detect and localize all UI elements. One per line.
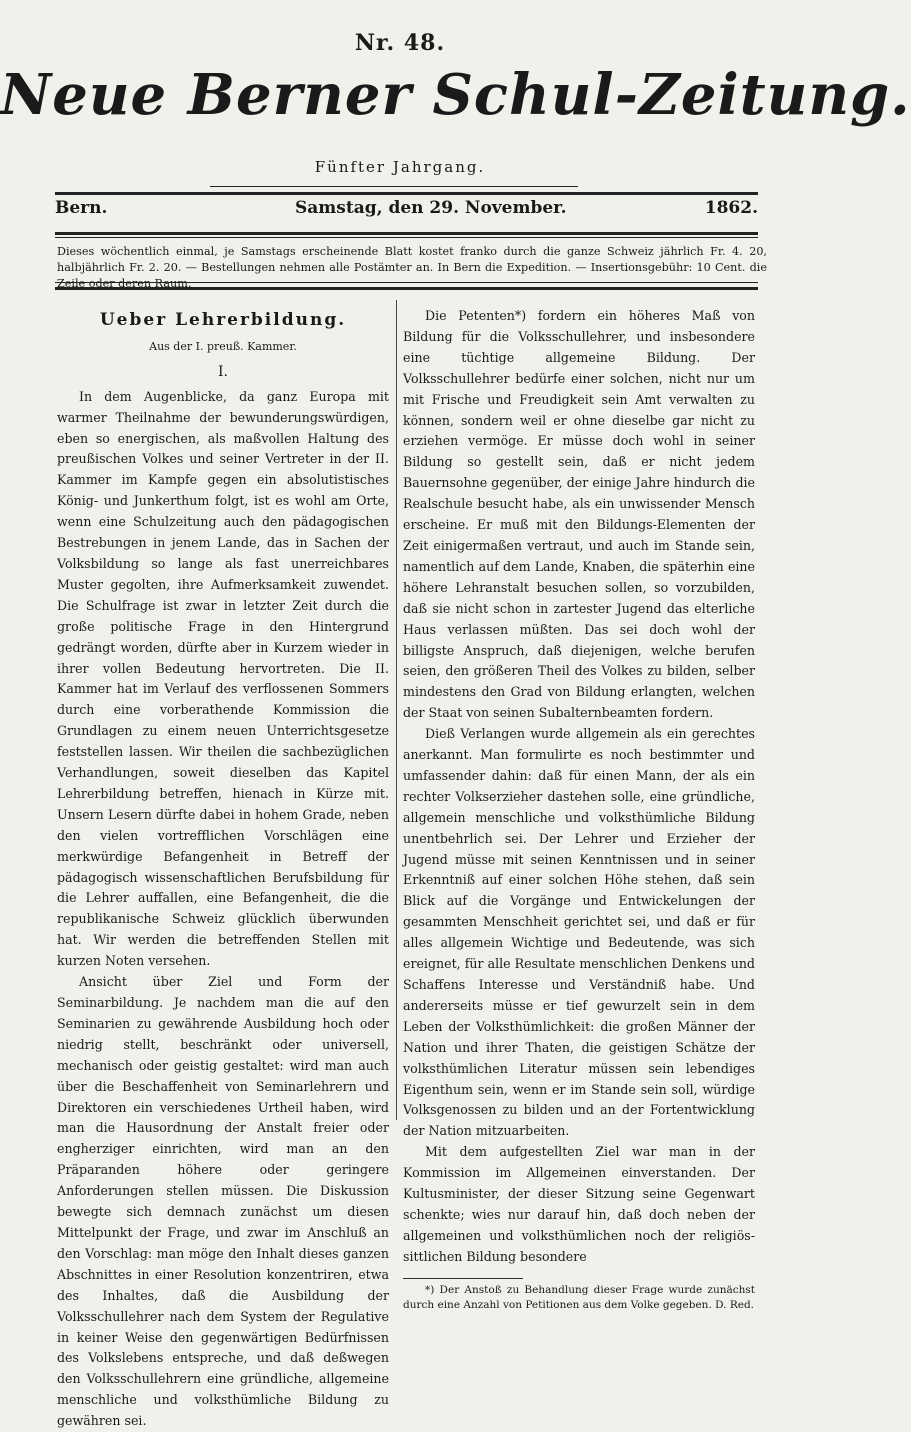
- dateline-rule-thin: [55, 237, 758, 238]
- notice-rule-thin: [55, 282, 758, 283]
- notice-rule: [55, 287, 758, 290]
- paragraph: Dieß Verlangen wurde allgemein als ein gerechtes anerkannt. Man formulirte es noch bestimmter und umfassender dahin: daß für einen Mann, der als ein rechter Volkserzieher dastehen solle, eine gründliche, allgemein menschliche und volksthümliche Bildung unentbehrlich sei. Der Lehrer und Erzieher der Jugend müsse mit seinen Kenntnissen und in seiner Erkenntniß auf einer solchen Höhe stehen, daß sein Blick auf die Vorgänge und Entwickelungen der gesammten Menschheit gerichtet sei, und daß er für alles allgemein Wichtige und Bedeutende, was sich ereignet, für alle Resultate menschlichen Denkens und Schaffens Interesse und Verständniß habe. Und andererseits müsse er tief gewurzelt sein in dem Leben der Volksthümlichkeit: die großen Männer der Nation und ihrer Thaten, die geistigen Schätze der volksthümlichen Literatur müssen sein lebendiges Eigenthum sein, wenn er im Stande sein soll, würdige Volksgenossen zu bilden und an der Fortentwicklung der Nation mitzuarbeiten.: [403, 726, 755, 1139]
- volume-line: Fünfter Jahrgang.: [314, 158, 486, 176]
- column-divider: [396, 300, 397, 1120]
- article-title: Ueber Lehrerbildung.: [99, 310, 347, 330]
- top-rule: [55, 192, 758, 195]
- dateline-place: Bern.: [55, 198, 108, 218]
- paragraph: Mit dem aufgestellten Ziel war man in der Kommission im Allgemeinen einverstanden. Der Kultusminister, der dieser Sitzung seine Gegenwart schenkte; wies nur darauf hin, daß doch neben der allgemeinen und volksthümlichen noch der religiös-sittlichen Bildung besondere: [403, 1144, 755, 1264]
- article-left-column: [57, 310, 389, 1432]
- dateline-year: 1862.: [704, 198, 758, 218]
- paragraph: Ansicht über Ziel und Form der Seminarbildung. Je nachdem man die auf den Seminarien zu gewährende Ausbildung hoch oder niedrig stellt, beschränkt oder universell, mechanisch oder geistig gestaltet: wird man auch über die Beschaffenheit von Seminarlehrern und Direktoren ein verschiedenes Urtheil haben, wird man die Hausordnung der Anstalt freier oder engherziger einrichten, wird man an den Präparanden höhere oder geringere Anforderungen stellen müssen. Die Diskussion bewegte sich demnach zunächst um diesen Mittelpunkt der Frage, und zwar im Anschluß an den Vorschlag: man möge den Inhalt dieses ganzen Abschnittes in einer Resolution konzentriren, etwa des Inhaltes, daß die Ausbildung der Volksschullehrer nach dem System der Regulative in keiner Weise den gegenwärtigen Bedürfnissen des Volkslebens entspreche, und daß deßwegen den Volksschullehrern eine gründliche, allgemeine menschliche und volksthümliche Bildung zu gewähren sei.: [57, 974, 389, 1429]
- paragraph: Die Petenten*) fordern ein höheres Maß von Bildung für die Volksschullehrer, und insbesondere eine tüchtige allgemeine Bildung. Der Volksschullehrer bedürfe einer solchen, nicht nur um mit Frische und Freudigkeit sein Amt verwalten zu können, sondern weil er ohne dieselbe gar nicht zu erziehen vermöge. Er müsse doch wohl in seiner Bildung so gestellt sein, daß er nicht jedem Bauernsohne gegenüber, der einige Jahre hindurch die Realschule besucht habe, als ein unwissender Mensch erscheine. Er muß mit den Bildungs-Elementen der Zeit einigermaßen vertraut, und auch im Stande sein, namentlich auf dem Lande, Knaben, die späterhin eine höhere Lehranstalt besuchen sollen, so vorzubilden, daß sie nicht schon in zartester Jugend das elterliche Haus verlassen müßten. Das sei doch wohl der billigste Anspruch, daß diejenigen, welche berufen seien, den größeren Theil des Volkes zu bilden, selber mindestens den Grad von Bildung erlangten, welchen der Staat von seinen Subalternbeamten fordern.: [403, 308, 755, 721]
- footnote-rule: [403, 1278, 523, 1279]
- paragraph: In dem Augenblicke, da ganz Europa mit warmer Theilnahme der bewunderungswürdigen, eben so energischen, als maßvollen Haltung des preußischen Volkes und seiner Vertreter in der II. Kammer im Kampfe gegen ein absolutistisches König- und Junkerthum folgt, ist es wohl am Orte, wenn eine Schulzeitung auch den pädagogischen Bestrebungen in jenem Lande, das in Sachen der Volksbildung so lange als fast unerreichbares Muster gegolten, ihre Aufmerksamkeit zuwendet. Die Schulfrage ist zwar in letzter Zeit durch die große politische Frage in den Hintergrund gedrängt worden, dürfte aber in Kurzem wieder in ihrer vollen Bedeutung hervortreten. Die II. Kammer hat im Verlauf des verflossenen Sommers durch eine vorberathende Kommission die Grundlagen zu einem neuen Unterrichtsgesetze feststellen lassen. Wir theilen die sachbezüglichen Verhandlungen, soweit dieselben das Kapitel Lehrerbildung betreffen, hienach in Kürze mit. Unsern Lesern dürfte dabei in hohem Grade, neben den vielen vortrefflichen Vorschlägen eine merkwürdige Befangenheit in Betreff der pädagogisch wissenschaftlichen Berufsbildung für die Lehrer auffallen, eine Befangenheit, die die republikanische Schweiz glücklich überwunden hat. Wir werden die betreffenden Stellen mit kurzen Noten versehen.: [57, 388, 389, 969]
- dateline: [55, 198, 758, 226]
- subscription-notice: Dieses wöchentlich einmal, je Samstags erscheinende Blatt kostet franko durch die ganze Schweiz jährlich Fr. 4. 20, halbjährlich Fr. 2. 20. — Bestellungen nehmen alle Postämter an. In Bern die Expedition. — Insertionsgebühr: 10 Cent. die Zeile oder deren Raum.: [57, 245, 767, 290]
- issue-number: Nr. 48.: [354, 30, 446, 56]
- article-right-column: [403, 306, 755, 1313]
- article-section-number: I.: [218, 363, 228, 380]
- footnote: *) Der Anstoß zu Behandlung dieser Frage wurde zunächst durch eine Anzahl von Petitionen aus dem Volke gegeben. D. Red.: [403, 1283, 755, 1311]
- dateline-date: Samstag, den 29. November.: [295, 198, 567, 218]
- article-subtitle: Aus der I. preuß. Kammer.: [149, 339, 297, 353]
- dateline-rule: [55, 232, 758, 235]
- masthead-rule: [210, 186, 578, 187]
- masthead-title: Neue Berner Schul-Zeitung.: [0, 62, 911, 128]
